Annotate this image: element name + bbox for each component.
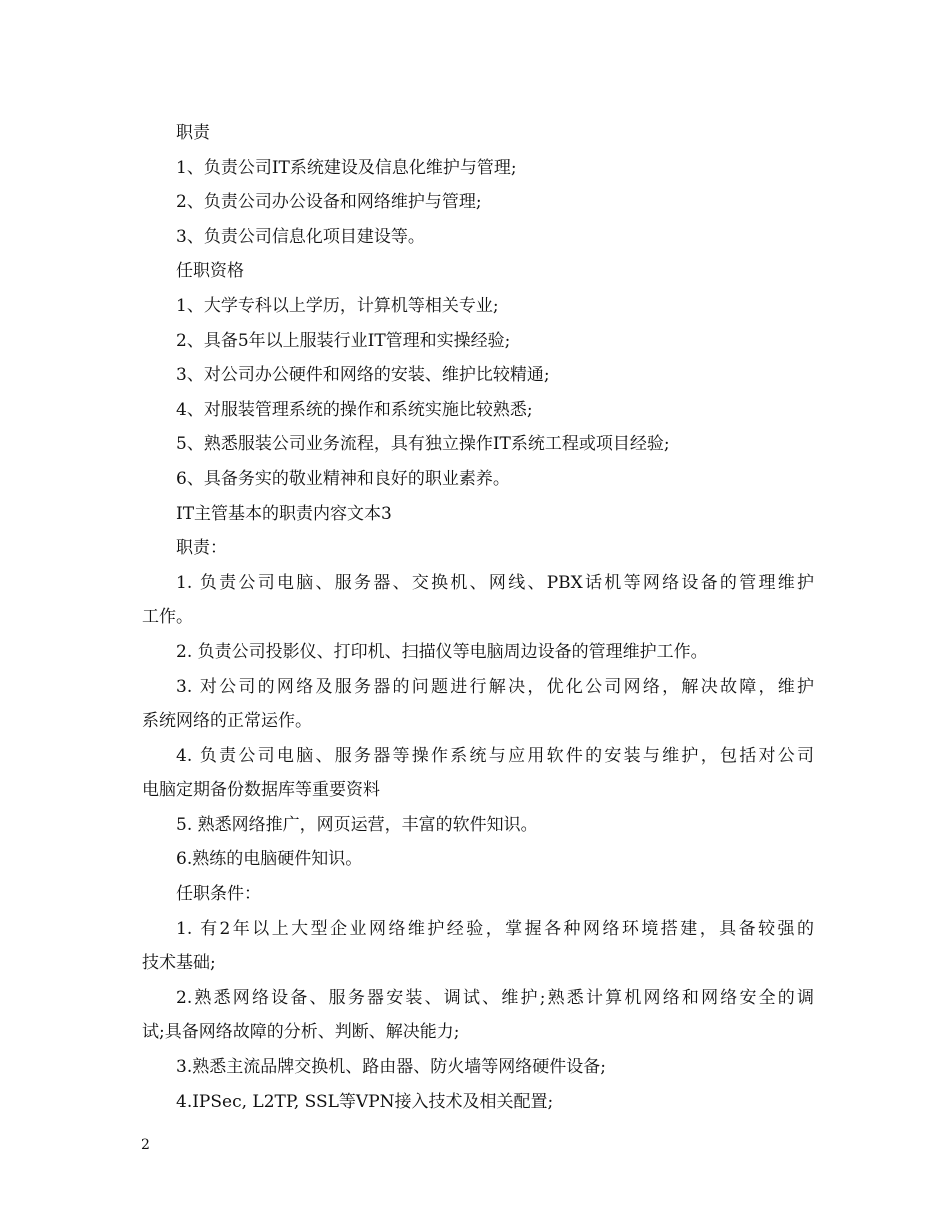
duty2-item-3-line-2: 系统网络的正常运作。	[142, 711, 312, 732]
requirement-item-1-line-2: 技术基础;	[142, 953, 216, 974]
qualification-item-3: 3、对公司办公硬件和网络的安装、维护比较精通;	[176, 365, 550, 386]
requirement-item-2-line-1: 2.熟悉网络设备、服务器安装、调试、维护;熟悉计算机网络和网络安全的调	[176, 987, 814, 1008]
duty2-item-3-line-1: 3. 对公司的网络及服务器的问题进行解决，优化公司网络，解决故障，维护	[176, 676, 814, 697]
duty2-item-6: 6.熟练的电脑硬件知识。	[176, 849, 363, 870]
duty2-item-5: 5. 熟悉网络推广，网页运营，丰富的软件知识。	[176, 814, 538, 835]
qualification-item-4: 4、对服装管理系统的操作和系统实施比较熟悉;	[176, 399, 533, 420]
requirement-item-1-line-1: 1. 有2年以上大型企业网络维护经验，掌握各种网络环境搭建，具备较强的	[176, 918, 814, 939]
duty2-item-2: 2. 负责公司投影仪、打印机、扫描仪等电脑周边设备的管理维护工作。	[176, 641, 708, 662]
duty-item-1: 1、负责公司IT系统建设及信息化维护与管理;	[176, 157, 517, 178]
duty2-item-4-line-1: 4. 负责公司电脑、服务器等操作系统与应用软件的安装与维护，包括对公司	[176, 745, 814, 766]
requirement-item-4: 4.IPSec, L2TP, SSL等VPN接入技术及相关配置;	[176, 1091, 554, 1112]
duty2-item-1-line-1: 1. 负责公司电脑、服务器、交换机、网线、PBX话机等网络设备的管理维护	[176, 572, 814, 593]
duty-item-2: 2、负责公司办公设备和网络维护与管理;	[176, 192, 482, 213]
section-heading-duties-2: 职责：	[176, 538, 227, 559]
duty-item-3: 3、负责公司信息化项目建设等。	[176, 226, 425, 247]
section-heading-qualifications: 任职资格	[176, 261, 244, 282]
page-number: 2	[141, 1137, 150, 1153]
duty2-item-4-line-2: 电脑定期备份数据库等重要资料	[142, 780, 380, 801]
qualification-item-2: 2、具备5年以上服装行业IT管理和实操经验;	[176, 330, 511, 351]
section-heading-duties: 职责	[176, 123, 210, 143]
section-title-text-3: IT主管基本的职责内容文本3	[176, 503, 392, 524]
qualification-item-1: 1、大学专科以上学历，计算机等相关专业;	[176, 295, 499, 316]
qualification-item-6: 6、具备务实的敬业精神和良好的职业素养。	[176, 468, 510, 489]
qualification-item-5: 5、熟悉服装公司业务流程，具有独立操作IT系统工程或项目经验;	[176, 434, 670, 455]
requirement-item-3: 3.熟悉主流品牌交换机、路由器、防火墙等网络硬件设备;	[176, 1057, 606, 1078]
requirement-item-2-line-2: 试;具备网络故障的分析、判断、解决能力;	[142, 1022, 460, 1043]
section-heading-requirements: 任职条件：	[176, 884, 261, 905]
duty2-item-1-line-2: 工作。	[142, 607, 193, 628]
document-body	[142, 116, 814, 1119]
